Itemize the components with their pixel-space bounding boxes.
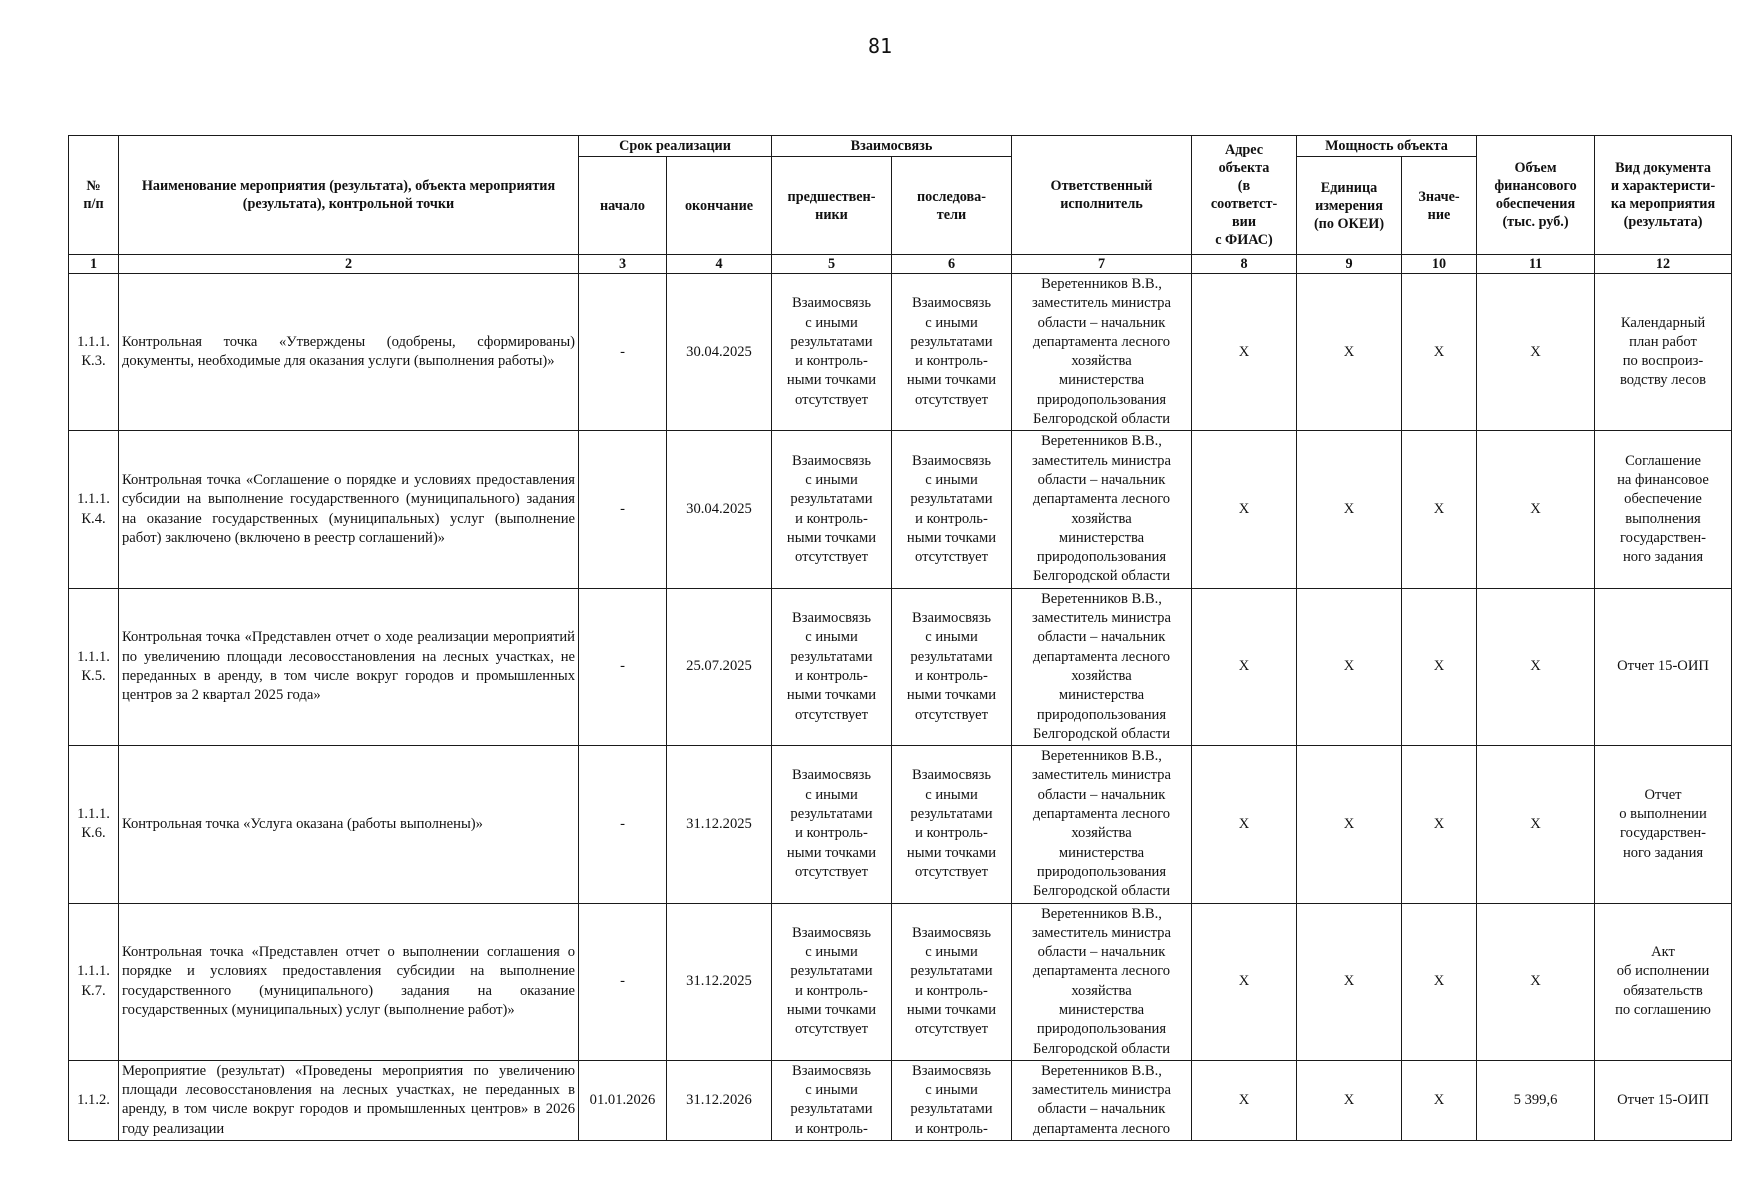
column-number: 5 bbox=[772, 255, 892, 274]
column-number: 3 bbox=[579, 255, 667, 274]
row-name: Контрольная точка «Соглашение о порядке и условиях предоставления субсидии на выполнение государственного (муниципального) задания на оказание государственных (муниципальных) услуг (выполнение работ) заключено (включено в реестр соглашений)» bbox=[119, 431, 579, 588]
page-number: 81 bbox=[867, 34, 893, 58]
header-successors: последова- тели bbox=[892, 157, 1012, 255]
row-doc-type: Календарный план работ по воспроиз- водству лесов bbox=[1595, 274, 1732, 431]
row-value: X bbox=[1402, 588, 1477, 745]
header-predecessors: предшествен- ники bbox=[772, 157, 892, 255]
row-number: 1.1.1. К.5. bbox=[69, 588, 119, 745]
column-number: 2 bbox=[119, 255, 579, 274]
column-number-row bbox=[69, 255, 1732, 274]
row-address: X bbox=[1192, 1060, 1297, 1140]
column-number: 11 bbox=[1477, 255, 1595, 274]
row-end: 30.04.2025 bbox=[667, 431, 772, 588]
row-address: X bbox=[1192, 431, 1297, 588]
row-predecessors: Взаимосвязь с иными результатами и контроль- ными точками отсутствует bbox=[772, 274, 892, 431]
row-successors: Взаимосвязь с иными результатами и контроль- ными точками отсутствует bbox=[892, 903, 1012, 1060]
row-predecessors: Взаимосвязь с иными результатами и контроль- ными точками отсутствует bbox=[772, 746, 892, 903]
column-number: 10 bbox=[1402, 255, 1477, 274]
row-start: - bbox=[579, 588, 667, 745]
column-number: 12 bbox=[1595, 255, 1732, 274]
row-name: Мероприятие (результат) «Проведены мероприятия по увеличению площади лесовосстановления на лесных участках, не переданных в аренду, в том числе вокруг городов и промышленных центров» в 2026 году реализации bbox=[119, 1060, 579, 1140]
header-start: начало bbox=[579, 157, 667, 255]
row-successors: Взаимосвязь с иными результатами и контроль- ными точками отсутствует bbox=[892, 746, 1012, 903]
row-finance: X bbox=[1477, 903, 1595, 1060]
row-unit: X bbox=[1297, 274, 1402, 431]
row-start: - bbox=[579, 274, 667, 431]
column-number: 6 bbox=[892, 255, 1012, 274]
table-row bbox=[69, 1060, 1732, 1140]
row-finance: X bbox=[1477, 431, 1595, 588]
header-end: окончание bbox=[667, 157, 772, 255]
row-value: X bbox=[1402, 903, 1477, 1060]
row-name: Контрольная точка «Утверждены (одобрены, сформированы) документы, необходимые для оказания услуги (выполнения работы)» bbox=[119, 274, 579, 431]
row-start: 01.01.2026 bbox=[579, 1060, 667, 1140]
header-term: Срок реализации bbox=[579, 136, 772, 157]
column-number: 4 bbox=[667, 255, 772, 274]
table-row bbox=[69, 274, 1732, 431]
row-responsible: Веретенников В.В., заместитель министра области – начальник департамента лесного хозяйства министерства природопользования Белгородской области bbox=[1012, 903, 1192, 1060]
row-doc-type: Отчет 15-ОИП bbox=[1595, 588, 1732, 745]
header-relation: Взаимосвязь bbox=[772, 136, 1012, 157]
header-responsible: Ответственный исполнитель bbox=[1012, 136, 1192, 255]
table-row bbox=[69, 431, 1732, 588]
header-address: Адрес объекта (в соответст- вии с ФИАС) bbox=[1192, 136, 1297, 255]
header-capacity: Мощность объекта bbox=[1297, 136, 1477, 157]
table-row bbox=[69, 746, 1732, 903]
header-finance: Объем финансового обеспечения (тыс. руб.) bbox=[1477, 136, 1595, 255]
row-value: X bbox=[1402, 746, 1477, 903]
row-number: 1.1.1. К.6. bbox=[69, 746, 119, 903]
row-value: X bbox=[1402, 1060, 1477, 1140]
row-name: Контрольная точка «Представлен отчет о выполнении соглашения о порядке и условиях предоставления субсидии на выполнение государственного (муниципального) задания на оказание государственных (муниципальных) услуг (выполнение работ)» bbox=[119, 903, 579, 1060]
row-predecessors: Взаимосвязь с иными результатами и контроль- ными точками отсутствует bbox=[772, 588, 892, 745]
row-doc-type: Отчет о выполнении государствен- ного задания bbox=[1595, 746, 1732, 903]
header-doc-type: Вид документа и характеристи- ка мероприятия (результата) bbox=[1595, 136, 1732, 255]
row-unit: X bbox=[1297, 431, 1402, 588]
row-doc-type: Отчет 15-ОИП bbox=[1595, 1060, 1732, 1140]
row-responsible: Веретенников В.В., заместитель министра области – начальник департамента лесного bbox=[1012, 1060, 1192, 1140]
row-start: - bbox=[579, 746, 667, 903]
row-value: X bbox=[1402, 431, 1477, 588]
row-number: 1.1.2. bbox=[69, 1060, 119, 1140]
table-row bbox=[69, 588, 1732, 745]
row-finance: X bbox=[1477, 746, 1595, 903]
row-responsible: Веретенников В.В., заместитель министра области – начальник департамента лесного хозяйства министерства природопользования Белгородской области bbox=[1012, 746, 1192, 903]
table-row bbox=[69, 903, 1732, 1060]
row-end: 30.04.2025 bbox=[667, 274, 772, 431]
header-no: № п/п bbox=[69, 136, 119, 255]
row-number: 1.1.1. К.7. bbox=[69, 903, 119, 1060]
row-end: 25.07.2025 bbox=[667, 588, 772, 745]
row-address: X bbox=[1192, 746, 1297, 903]
row-end: 31.12.2025 bbox=[667, 746, 772, 903]
column-number: 1 bbox=[69, 255, 119, 274]
row-responsible: Веретенников В.В., заместитель министра области – начальник департамента лесного хозяйства министерства природопользования Белгородской области bbox=[1012, 431, 1192, 588]
row-start: - bbox=[579, 431, 667, 588]
row-responsible: Веретенников В.В., заместитель министра области – начальник департамента лесного хозяйства министерства природопользования Белгородской области bbox=[1012, 588, 1192, 745]
row-successors: Взаимосвязь с иными результатами и контроль- ными точками отсутствует bbox=[892, 274, 1012, 431]
column-number: 9 bbox=[1297, 255, 1402, 274]
row-doc-type: Соглашение на финансовое обеспечение выполнения государствен- ного задания bbox=[1595, 431, 1732, 588]
row-address: X bbox=[1192, 903, 1297, 1060]
header-name: Наименование мероприятия (результата), объекта мероприятия (результата), контрольной точки bbox=[119, 136, 579, 255]
row-address: X bbox=[1192, 588, 1297, 745]
row-predecessors: Взаимосвязь с иными результатами и контроль- bbox=[772, 1060, 892, 1140]
row-successors: Взаимосвязь с иными результатами и контроль- ными точками отсутствует bbox=[892, 431, 1012, 588]
column-number: 8 bbox=[1192, 255, 1297, 274]
row-value: X bbox=[1402, 274, 1477, 431]
row-unit: X bbox=[1297, 588, 1402, 745]
row-predecessors: Взаимосвязь с иными результатами и контроль- ными точками отсутствует bbox=[772, 431, 892, 588]
row-address: X bbox=[1192, 274, 1297, 431]
header-unit: Единица измерения (по ОКЕИ) bbox=[1297, 157, 1402, 255]
row-finance: 5 399,6 bbox=[1477, 1060, 1595, 1140]
row-start: - bbox=[579, 903, 667, 1060]
row-name: Контрольная точка «Услуга оказана (работы выполнены)» bbox=[119, 746, 579, 903]
row-number: 1.1.1. К.3. bbox=[69, 274, 119, 431]
row-doc-type: Акт об исполнении обязательств по соглашению bbox=[1595, 903, 1732, 1060]
row-finance: X bbox=[1477, 274, 1595, 431]
row-unit: X bbox=[1297, 903, 1402, 1060]
header-value: Значе- ние bbox=[1402, 157, 1477, 255]
activity-plan-table bbox=[68, 135, 1732, 1141]
row-name: Контрольная точка «Представлен отчет о ходе реализации мероприятий по увеличению площади лесовосстановления на лесных участках, не переданных в аренду, в том числе вокруг городов и промышленных центров за 2 квартал 2025 года» bbox=[119, 588, 579, 745]
row-successors: Взаимосвязь с иными результатами и контроль- ными точками отсутствует bbox=[892, 588, 1012, 745]
column-number: 7 bbox=[1012, 255, 1192, 274]
row-end: 31.12.2025 bbox=[667, 903, 772, 1060]
row-end: 31.12.2026 bbox=[667, 1060, 772, 1140]
row-predecessors: Взаимосвязь с иными результатами и контроль- ными точками отсутствует bbox=[772, 903, 892, 1060]
row-number: 1.1.1. К.4. bbox=[69, 431, 119, 588]
row-successors: Взаимосвязь с иными результатами и контроль- bbox=[892, 1060, 1012, 1140]
row-unit: X bbox=[1297, 1060, 1402, 1140]
row-unit: X bbox=[1297, 746, 1402, 903]
row-finance: X bbox=[1477, 588, 1595, 745]
row-responsible: Веретенников В.В., заместитель министра области – начальник департамента лесного хозяйства министерства природопользования Белгородской области bbox=[1012, 274, 1192, 431]
